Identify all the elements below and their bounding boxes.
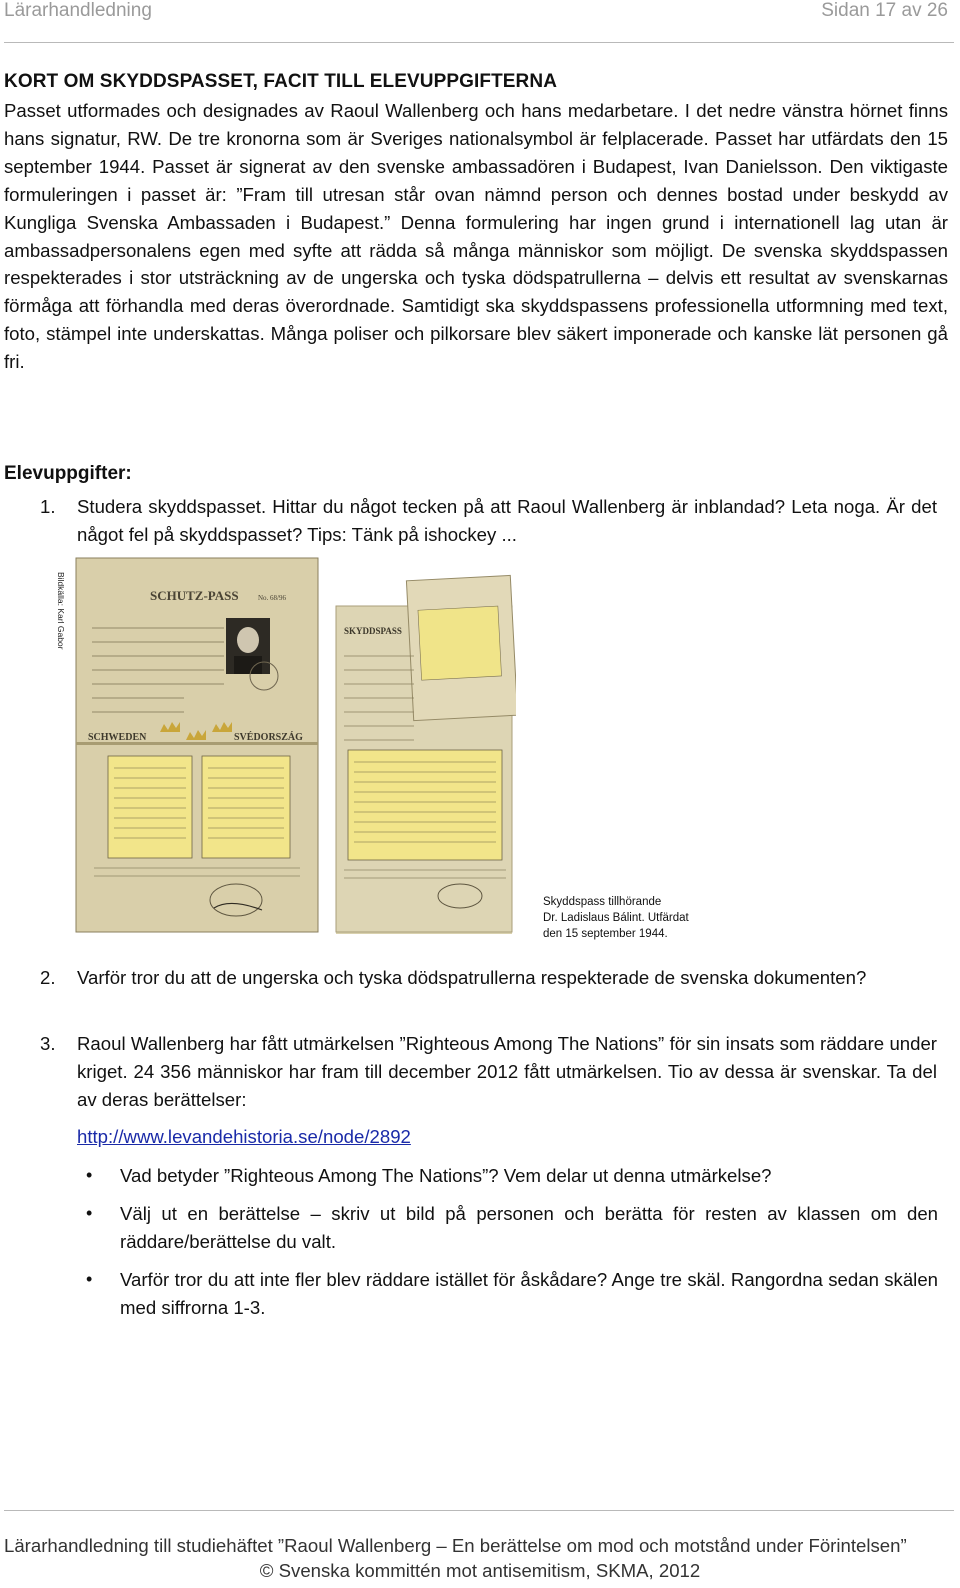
footer-title: Lärarhandledning till studiehäftet ”Raoul Wallenberg – En berättelse om mod och motstånd under Förintelsen” [4,1535,907,1556]
bullet-item-3: Varför tror du att inte fler blev räddare istället för åskådare? Ange tre skäl. Rangordna sedan skälen med siffrorna 1-3. [120,1269,938,1318]
left-pass-title: SCHUTZ-PASS [150,588,239,603]
bullet-item-2: Välj ut en berättelse – skriv ut bild på personen och berätta för resten av klassen om den räddare/berättelse du valt. [120,1203,938,1252]
section-heading: KORT OM SKYDDSPASSET, FACIT TILL ELEVUPPGIFTERNA [4,71,558,92]
footer-copyright: © Svenska kommittén mot antisemitism, SKMA, 2012 [259,1560,701,1581]
question-3-text: Raoul Wallenberg har fått utmärkelsen ”Righteous Among The Nations” för sin insats som räddare under kriget. 24 356 människor har fram till december 2012 fått utmärkelsen. Tio av dessa är svenskar. Ta del av deras berättelser: [77,1033,937,1110]
footer-divider [4,1510,954,1511]
passport-image [74,556,516,936]
question-3-number: 3. [40,1033,56,1054]
question-1-text: Studera skyddspasset. Hittar du något tecken på att Raoul Wallenberg är inblandad? Leta noga. Är det något fel på skyddspasset? Tips: Tänk på ishockey ... [77,496,937,545]
caption-line-3: den 15 september 1944. [543,928,668,940]
header-page-number: Sidan 17 av 26 [821,0,948,21]
question-2-text: Varför tror du att de ungerska och tyska dödspatrullerna respekterade de svenska dokumenten? [77,967,867,988]
header-divider [4,42,954,43]
right-lower-heading: SVÉDORSZÁG [234,732,303,743]
intro-paragraph: Passet utformades och designades av Raoul Wallenberg och hans medarbetare. I det nedre vänstra hörnet finns hans signatur, RW. De tre kronorna som är Sveriges nationalsymbol är felplacerade. Passet har utfärdats den 15 september 1944. Passet är signerat av den svenske ambassadören i Budapest, Ivan Danielsson. Den viktigaste formuleringen i passet är: ”Fram till utresan står ovan nämnd person och dennes bostad under beskydd av Kungliga Svenska Ambassaden i Budapest.” Denna formulering har ingen grund i internationell lag utan är ambassadpersonalens egen med syfte att rädda så många människor som möjligt. De svenska skyddspassen respekterades i stor utsträckning av de ungerska och tyska dödspatrullerna – delvis ett resultat av svenskarnas förmåga att förhandla med deras överordnade. Samtidigt ska skyddspassens professionella utformning med text, foto, stämpel inte underskattas. Många poliser och pilkorsare blev säkert imponerade och kanske lät personen gå fri. [4,100,948,373]
image-credit: Bildkälla: Karl Gabor [56,572,66,650]
question-2-number: 2. [40,967,56,988]
bullet-item-1: Vad betyder ”Righteous Among The Nations”? Vem delar ut denna utmärkelse? [120,1165,772,1186]
skyddspass-right [336,575,516,934]
caption-line-1: Skyddspass tillhörande [543,896,662,908]
caption-line-2: Dr. Ladislaus Bálint. Utfärdat [543,912,689,924]
right-pass-title: SKYDDSPASS [344,626,402,636]
left-pass-number: No. 68/96 [258,594,286,602]
image-caption [543,894,689,942]
header-doc-title: Lärarhandledning [4,0,152,21]
bullet-icon: • [86,1165,93,1185]
question-1-number: 1. [40,496,56,517]
left-lower-heading: SCHWEDEN [88,732,147,743]
schutz-pass-left [76,558,318,932]
tasks-heading: Elevuppgifter: [4,463,132,484]
levandehistoria-link[interactable]: http://www.levandehistoria.se/node/2892 [77,1126,411,1147]
bullet-icon: • [86,1269,93,1289]
bullet-icon: • [86,1203,93,1223]
